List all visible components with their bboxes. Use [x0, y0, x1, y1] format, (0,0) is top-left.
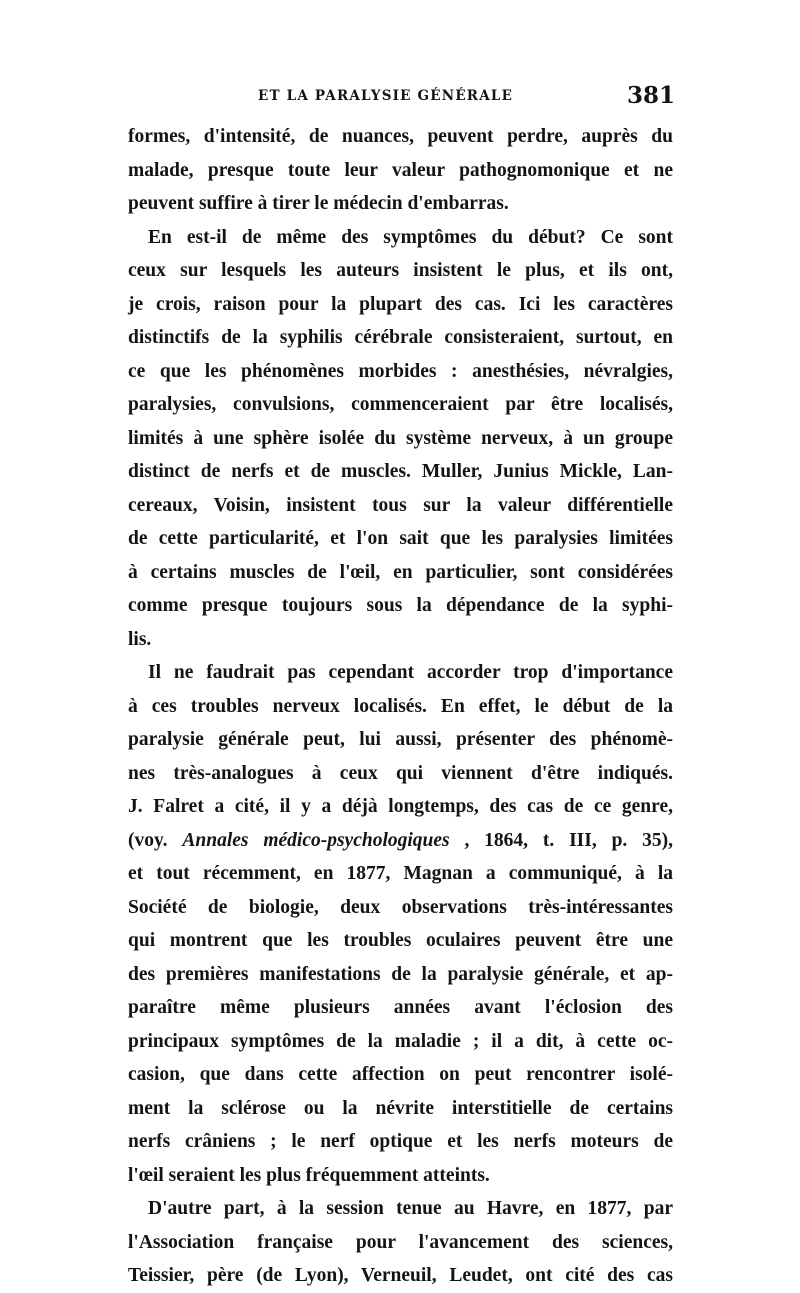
text-line: de cette particularité, et l'on sait que les paralysies limitées [128, 528, 673, 549]
text-line: distinct de nerfs et de muscles. Muller, Junius Mickle, Lan- [128, 461, 673, 482]
text-line: malade, presque toute leur valeur pathognomonique et ne [128, 159, 673, 181]
body-text [128, 120, 673, 1293]
text-line: paraître même plusieurs années avant l'éclosion des [128, 997, 673, 1018]
text-line: des premières manifestations de la paralysie générale, et ap- [128, 963, 673, 985]
running-title: ET LA PARALYSIE GÉNÉRALE [258, 88, 514, 104]
text-line: limités à une sphère isolée du système nerveux, à un groupe [128, 427, 673, 449]
text-line: D'autre part, à la session tenue au Havre, en 1877, par [148, 1198, 673, 1219]
text-line: comme presque toujours sous la dépendance de la syphi- [128, 595, 673, 616]
text-line: paralysies, convulsions, commenceraient par être localisés, [128, 394, 673, 415]
text-line: à certains muscles de l'œil, en particulier, sont considérées [128, 561, 673, 583]
text-line: nes très-analogues à ceux qui viennent d'être indiqués. [128, 762, 673, 784]
text-line-citation [128, 824, 673, 858]
citation-post: , 1864, t. III, p. 35), [449, 829, 673, 851]
text-line: Société de biologie, deux observations très-intéressantes [128, 896, 673, 918]
text-line: ce que les phénomènes morbides : anesthésies, névralgies, [128, 360, 673, 382]
text-line: Teissier, père (de Lyon), Verneuil, Leudet, ont cité des cas [128, 1265, 673, 1286]
text-line: paralysie générale peut, lui aussi, présenter des phénomè- [128, 729, 673, 750]
text-line: ceux sur lesquels les auteurs insistent le plus, et ils ont, [128, 260, 673, 281]
text-line: distinctifs de la syphilis cérébrale consisteraient, surtout, en [128, 327, 673, 348]
citation-pre: (voy. [128, 829, 183, 851]
page-number: 381 [627, 82, 676, 109]
text-line: et tout récemment, en 1877, Magnan a communiqué, à la [128, 863, 673, 884]
text-line: casion, que dans cette affection on peut rencontrer isolé- [128, 1064, 673, 1085]
text-line: à ces troubles nerveux localisés. En effet, le début de la [128, 695, 673, 717]
text-line: En est-il de même des symptômes du début? Ce sont [148, 226, 673, 248]
text-line: nerfs crâniens ; le nerf optique et les nerfs moteurs de [128, 1131, 673, 1152]
text-line: qui montrent que les troubles oculaires peuvent être une [128, 930, 673, 951]
text-line: principaux symptômes de la maladie ; il a dit, à cette oc- [128, 1030, 673, 1052]
text-line: ment la sclérose ou la névrite interstitielle de certains [128, 1097, 673, 1119]
text-line: l'œil seraient les plus fréquemment atteints. [128, 1164, 490, 1186]
text-line: cereaux, Voisin, insistent tous sur la valeur différentielle [128, 494, 673, 516]
text-line: peuvent suffire à tirer le médecin d'embarras. [128, 193, 509, 214]
text-line: l'Association française pour l'avancement des sciences, [128, 1231, 673, 1253]
text-line: J. Falret a cité, il y a déjà longtemps, des cas de ce genre, [128, 796, 673, 817]
text-line: je crois, raison pour la plupart des cas. Ici les caractères [128, 293, 673, 315]
page-header [0, 82, 800, 118]
text-line: Il ne faudrait pas cependant accorder trop d'importance [148, 662, 673, 683]
text-line: lis. [128, 628, 152, 650]
text-line: formes, d'intensité, de nuances, peuvent perdre, auprès du [128, 126, 673, 147]
journal-title: Annales médico-psychologiques [182, 829, 450, 851]
